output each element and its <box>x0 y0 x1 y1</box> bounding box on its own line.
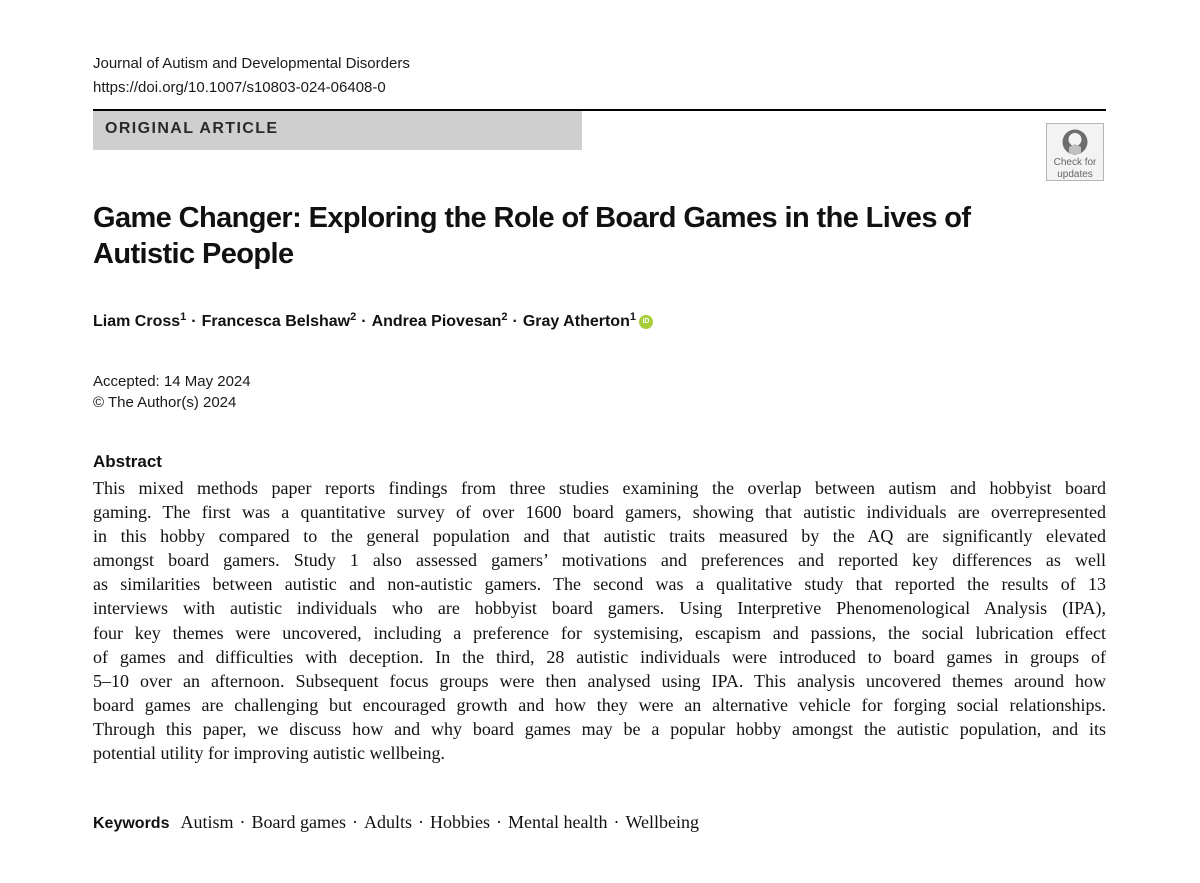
keyword[interactable]: Board games <box>251 812 346 832</box>
article-type-banner <box>93 111 582 150</box>
abstract-line: in this hobby compared to the general population and that autistic traits measured by the AQ are significantly elevated <box>93 526 1106 547</box>
author-name[interactable]: Francesca Belshaw <box>201 313 351 330</box>
keyword-separator: · <box>613 812 620 832</box>
abstract-line: interviews with autistic individuals who are hobbyist board gamers. Using Interpretive Phenomenological Analysis (IPA), <box>93 598 1106 619</box>
author-separator: · <box>361 313 367 330</box>
keywords-label: Keywords <box>93 815 170 832</box>
abstract-line: as similarities between autistic and non-autistic gamers. The second was a qualitative study that reported the results of 13 <box>93 574 1106 595</box>
abstract-line: gaming. The first was a quantitative survey of over 1600 board gamers, showing that autistic individuals are overrepresented <box>93 502 1106 523</box>
author-name[interactable]: Gray Atherton <box>522 313 630 330</box>
author-name[interactable]: Liam Cross <box>93 313 181 330</box>
check-for-updates-badge[interactable] <box>1046 123 1104 181</box>
author-name[interactable]: Andrea Piovesan <box>371 313 502 330</box>
abstract-line: amongst board gamers. Study 1 also assessed gamers’ motivations and preferences and reported key differences as well <box>93 550 1106 571</box>
author-list <box>93 310 653 334</box>
abstract-line: four key themes were uncovered, including a preference for systemising, escapism and passions, the social lubrication effect <box>93 622 1106 643</box>
crossmark-icon <box>1061 128 1089 156</box>
keyword[interactable]: Wellbeing <box>625 812 699 832</box>
doi-link[interactable]: https://doi.org/10.1007/s10803-024-06408-0 <box>93 79 386 96</box>
orcid-icon[interactable]: iD <box>639 315 653 329</box>
keyword[interactable]: Mental health <box>507 812 608 832</box>
abstract-line: board games are challenging but encouraged growth and how they were an alternative vehicle for forging social relationships. <box>93 694 1106 715</box>
keyword-separator: · <box>239 812 246 832</box>
check-for-updates-line2: updates <box>1057 169 1093 180</box>
keyword-separator: · <box>417 812 424 832</box>
keyword-separator: · <box>495 812 502 832</box>
keywords-section <box>93 809 699 837</box>
author-affiliation: 2 <box>501 311 508 323</box>
journal-name: Journal of Autism and Developmental Disorders <box>93 55 410 72</box>
abstract-line: Through this paper, we discuss how and why board games may be a popular hobby amongst the autistic population, and its <box>93 718 1106 739</box>
author-separator: · <box>191 313 197 330</box>
keyword[interactable]: Adults <box>363 812 412 832</box>
check-for-updates-line1: Check for <box>1053 157 1097 168</box>
keyword[interactable]: Autism <box>180 812 234 832</box>
copyright-notice: © The Author(s) 2024 <box>93 394 237 411</box>
abstract-line: potential utility for improving autistic wellbeing. <box>93 743 445 764</box>
abstract-line: 5–10 over an afternoon. Subsequent focus groups were then analysed using IPA. This analysis uncovered themes around how <box>93 670 1106 691</box>
author-affiliation: 1 <box>180 311 187 323</box>
abstract-text <box>93 476 1106 765</box>
abstract-line: This mixed methods paper reports findings from three studies examining the overlap between autism and hobbyist board <box>93 478 1106 498</box>
accepted-date: Accepted: 14 May 2024 <box>93 373 251 390</box>
author-affiliation: 1 <box>629 311 636 323</box>
author-separator: · <box>512 313 518 330</box>
abstract-heading: Abstract <box>93 452 162 471</box>
keyword[interactable]: Hobbies <box>429 812 490 832</box>
author-affiliation: 2 <box>350 311 357 323</box>
abstract-line: of games and difficulties with deception. In the third, 28 autistic individuals were introduced to board games in groups of <box>93 646 1106 667</box>
article-title: Game Changer: Exploring the Role of Board Games in the Lives of Autistic People <box>93 202 971 270</box>
article-type-label: ORIGINAL ARTICLE <box>105 120 279 137</box>
keyword-separator: · <box>351 812 358 832</box>
